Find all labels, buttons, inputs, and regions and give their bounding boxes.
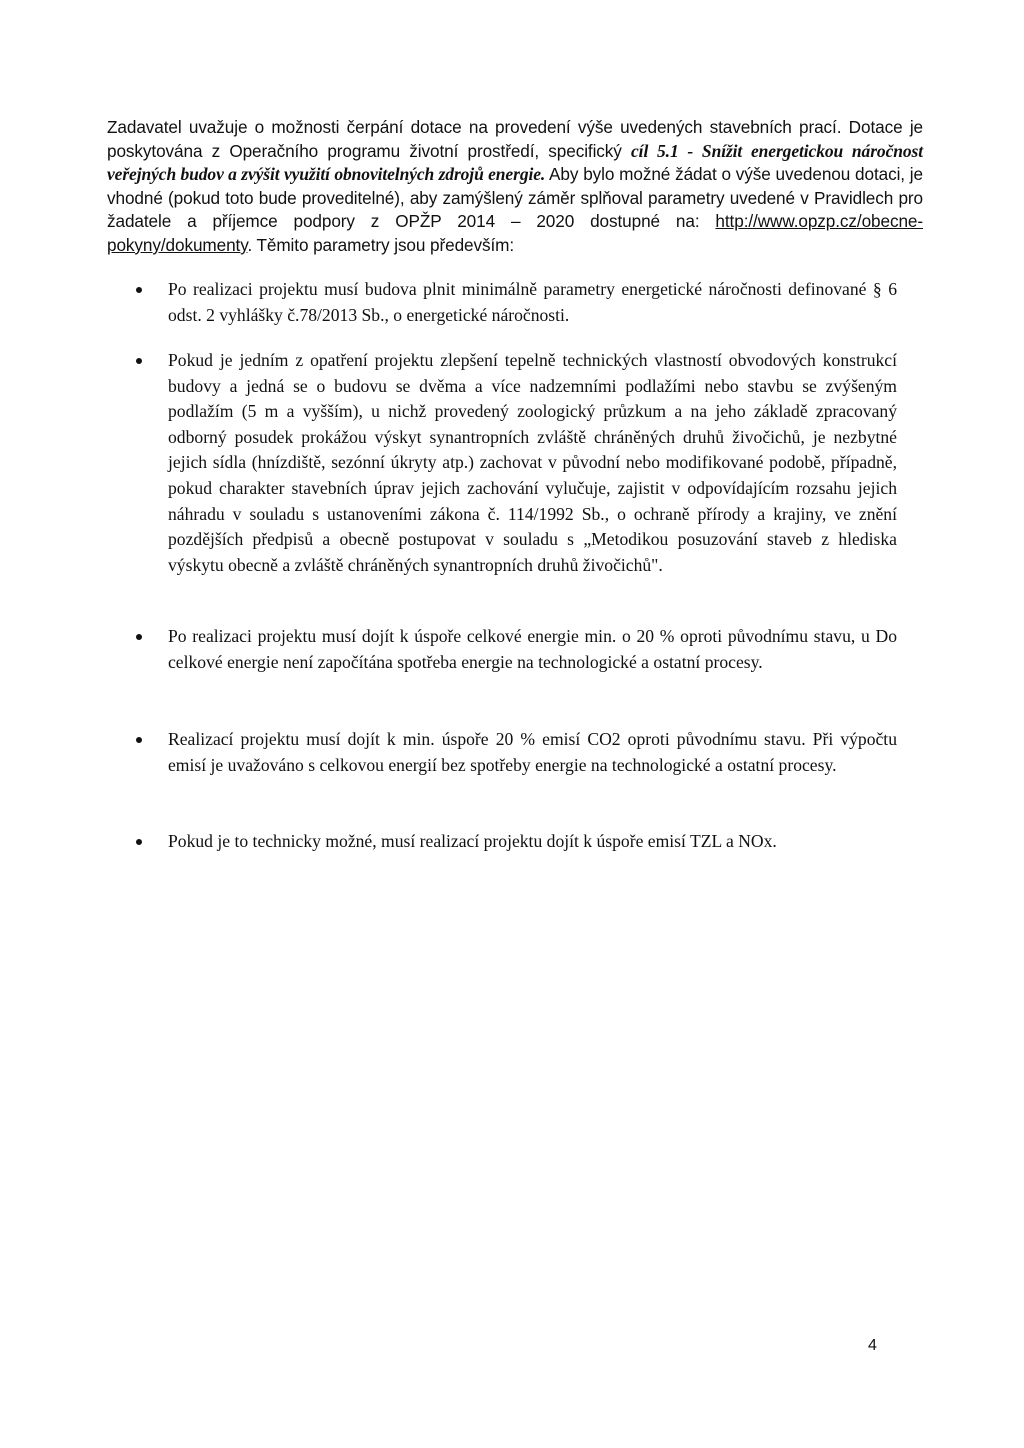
specific-objective-emphasis: cíl 5.1 - Snížit energetickou náročnost veřejných budov a zvýšit využití obnovitelných zdrojů energie.	[107, 140, 923, 185]
list-item-text: Po realizaci projektu musí dojít k úspoře celkové energie min. o 20 % oproti původnímu stavu, u Do celkové energie není započítána spotřeba energie na technologické a ostatní procesy.	[168, 626, 897, 672]
list-item-text: Po realizaci projektu musí budova plnit minimálně parametry energetické náročnosti definované § 6 odst. 2 vyhlášky č.78/2013 Sb., o energetické náročnosti.	[168, 279, 897, 325]
intro-text-middle: Aby bylo možné žádat o výše uvedenou dotaci, je vhodné (pokud toto bude proveditelné), aby zamýšlený záměr splňoval parametry uvedené v Pravidlech pro žadatele a příjemce podpory z OPŽP 2014 – 2020 dostupné na:	[107, 164, 923, 232]
intro-text-start: Zadavatel uvažuje o možnosti čerpání dotace na provedení výše uvedených stavebních prací. Dotace je poskytována z Operačního programu životní prostředí, specifický	[107, 117, 923, 161]
bullet-icon	[136, 358, 142, 364]
bullet-icon	[136, 737, 142, 743]
opzp-documents-link[interactable]: http://www.opzp.cz/obecne-pokyny/dokumenty	[107, 211, 923, 255]
bullet-icon	[136, 839, 142, 845]
list-item-text: Pokud je to technicky možné, musí realizací projektu dojít k úspoře emisí TZL a NOx.	[168, 831, 777, 851]
list-item	[168, 624, 897, 675]
intro-paragraph	[107, 116, 923, 258]
list-item	[168, 348, 897, 578]
list-item	[168, 277, 897, 328]
list-item-text: Pokud je jedním z opatření projektu zlepšení tepelně technických vlastností obvodových konstrukcí budovy a jedná se o budovu se dvěma a více nadzemními podlažími nebo stavbu se zvýšeným podlažím (5 m a vyšším), u nichž provedený zoologický průzkum a na jeho základě zpracovaný odborný posudek prokážou výskyt synantropních zvláště chráněných druhů živočichů, je nezbytné jejich sídla (hnízdiště, sezónní úkryty atp.) zachovat v původní nebo modifikované podobě, případně, pokud charakter stavebních úprav jejich zachování vylučuje, zajistit v odpovídajícím rozsahu jejich náhradu v souladu s ustanoveními zákona č. 114/1992 Sb., o ochraně přírody a krajiny, ve znění pozdějších předpisů a obecně postupovat v souladu s „Metodikou posuzování staveb z hlediska výskytu obecně a zvláště chráněných synantropních druhů živočichů".	[168, 350, 897, 575]
intro-text-end: . Těmito parametry jsou především:	[247, 234, 515, 255]
list-item-text: Realizací projektu musí dojít k min. úspoře 20 % emisí CO2 oproti původnímu stavu. Při výpočtu emisí je uvažováno s celkovou energií bez spotřeby energie na technologické a ostatní procesy.	[168, 729, 897, 775]
list-item	[168, 727, 897, 778]
page-number: 4	[868, 1337, 877, 1354]
list-item	[168, 829, 897, 855]
bullet-icon	[136, 287, 142, 293]
bullet-icon	[136, 634, 142, 640]
